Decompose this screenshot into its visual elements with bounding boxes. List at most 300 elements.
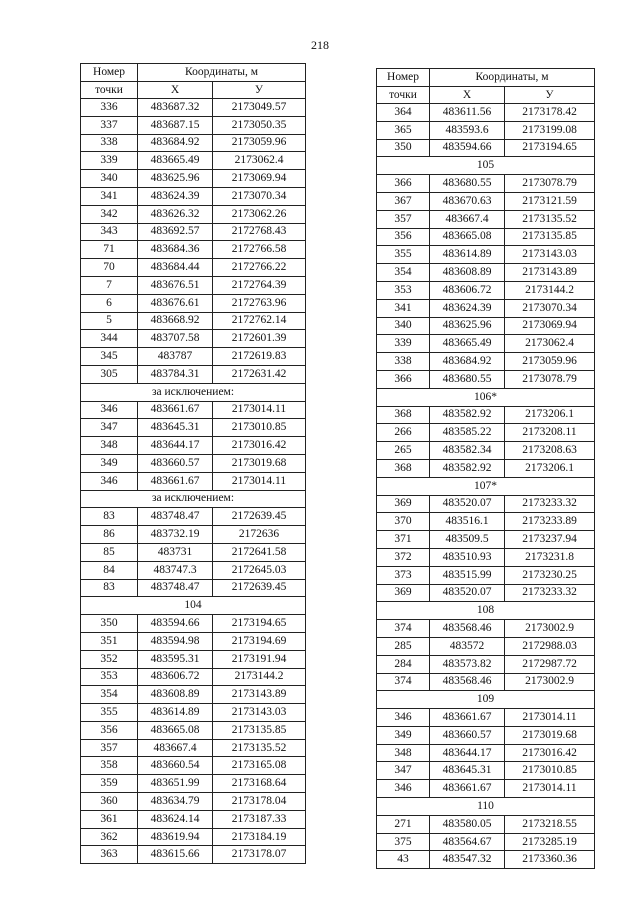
table-row <box>377 406 595 424</box>
coord-x: 483520.07 <box>430 495 505 513</box>
point-number: 357 <box>81 739 138 757</box>
point-number: 368 <box>377 406 430 424</box>
coord-y: 2173078.79 <box>505 370 595 388</box>
coord-y: 2173230.25 <box>505 566 595 584</box>
table-row <box>377 139 595 157</box>
header-point-number: Номер <box>81 64 138 82</box>
section-row <box>377 157 595 175</box>
coord-x: 483624.39 <box>138 187 213 205</box>
section-label: 108 <box>377 602 595 620</box>
coord-x: 483582.92 <box>430 459 505 477</box>
table-row <box>81 170 306 188</box>
table-row <box>377 228 595 246</box>
point-number: 361 <box>81 810 138 828</box>
table-row <box>377 851 595 869</box>
point-number: 351 <box>81 632 138 650</box>
coord-y: 2173002.9 <box>505 673 595 691</box>
coord-x: 483606.72 <box>138 668 213 686</box>
point-number: 336 <box>81 99 138 117</box>
table-row <box>377 495 595 513</box>
coord-x: 483707.58 <box>138 330 213 348</box>
coord-y: 2173178.42 <box>505 104 595 122</box>
point-number: 265 <box>377 442 430 460</box>
coord-x: 483661.67 <box>138 472 213 490</box>
coord-y: 2173143.89 <box>505 264 595 282</box>
table-row <box>81 668 306 686</box>
coord-y: 2173208.11 <box>505 424 595 442</box>
header-point-number: Номер <box>377 69 430 87</box>
coord-x: 483595.31 <box>138 650 213 668</box>
coord-x: 483670.63 <box>430 192 505 210</box>
table-row <box>377 566 595 584</box>
coord-y: 2173237.94 <box>505 531 595 549</box>
coord-y: 2173135.52 <box>213 739 306 757</box>
point-number: 355 <box>81 704 138 722</box>
coord-y: 2173135.85 <box>505 228 595 246</box>
coord-x: 483582.34 <box>430 442 505 460</box>
table-row <box>81 721 306 739</box>
table-row <box>377 370 595 388</box>
coord-x: 483564.67 <box>430 833 505 851</box>
coord-x: 483615.66 <box>138 846 213 864</box>
point-number: 356 <box>81 721 138 739</box>
coord-x: 483626.32 <box>138 205 213 223</box>
table-row <box>377 531 595 549</box>
coord-y: 2173059.96 <box>213 134 306 152</box>
point-number: 360 <box>81 793 138 811</box>
table-row <box>81 294 306 312</box>
table-row <box>81 330 306 348</box>
table-row <box>377 104 595 122</box>
coord-x: 483625.96 <box>138 170 213 188</box>
table-row <box>81 401 306 419</box>
coord-x: 483787 <box>138 348 213 366</box>
coord-x: 483732.19 <box>138 526 213 544</box>
table-row <box>377 726 595 744</box>
point-number: 346 <box>377 780 430 798</box>
coord-x: 483644.17 <box>138 437 213 455</box>
coord-y: 2173069.94 <box>505 317 595 335</box>
table-row <box>377 673 595 691</box>
coord-y: 2173049.57 <box>213 99 306 117</box>
coord-y: 2172988.03 <box>505 637 595 655</box>
point-number: 346 <box>81 472 138 490</box>
coord-y: 2173014.11 <box>505 780 595 798</box>
coord-y: 2173360.36 <box>505 851 595 869</box>
point-number: 5 <box>81 312 138 330</box>
coord-y: 2172639.45 <box>213 508 306 526</box>
table-row <box>377 709 595 727</box>
coord-x: 483684.36 <box>138 241 213 259</box>
coord-x: 483692.57 <box>138 223 213 241</box>
coord-y: 2172764.39 <box>213 276 306 294</box>
coord-x: 483644.17 <box>430 744 505 762</box>
coord-x: 483515.99 <box>430 566 505 584</box>
header-x: Х <box>138 82 213 99</box>
coord-x: 483661.67 <box>430 780 505 798</box>
header-point-label: точки <box>81 82 138 99</box>
coord-x: 483667.4 <box>430 210 505 228</box>
table-row <box>81 739 306 757</box>
point-number: 83 <box>81 508 138 526</box>
table-row <box>81 116 306 134</box>
header-x: Х <box>430 87 505 104</box>
coord-y: 2173206.1 <box>505 459 595 477</box>
section-label: за исключением: <box>81 383 306 401</box>
table-row <box>377 459 595 477</box>
coord-y: 2173231.8 <box>505 548 595 566</box>
point-number: 347 <box>377 762 430 780</box>
table-row <box>81 543 306 561</box>
section-row <box>377 602 595 620</box>
point-number: 370 <box>377 513 430 531</box>
coord-x: 483676.51 <box>138 276 213 294</box>
coord-x: 483645.31 <box>138 419 213 437</box>
table-row <box>81 187 306 205</box>
table-row <box>81 508 306 526</box>
point-number: 86 <box>81 526 138 544</box>
coord-x: 483676.61 <box>138 294 213 312</box>
table-row <box>81 205 306 223</box>
header-point-label: точки <box>377 87 430 104</box>
header-coordinates: Координаты, м <box>430 69 595 87</box>
coord-y: 2173233.32 <box>505 584 595 602</box>
coord-x: 483665.49 <box>138 152 213 170</box>
coord-y: 2173178.04 <box>213 793 306 811</box>
section-label: 105 <box>377 157 595 175</box>
point-number: 285 <box>377 637 430 655</box>
point-number: 358 <box>81 757 138 775</box>
coord-y: 2173191.94 <box>213 650 306 668</box>
section-label: за исключением: <box>81 490 306 508</box>
coord-y: 2173208.63 <box>505 442 595 460</box>
point-number: 368 <box>377 459 430 477</box>
coord-y: 2173143.03 <box>213 704 306 722</box>
table-row <box>377 762 595 780</box>
coord-x: 483651.99 <box>138 775 213 793</box>
coord-x: 483594.66 <box>138 615 213 633</box>
table-row <box>81 365 306 383</box>
coord-x: 483667.4 <box>138 739 213 757</box>
point-number: 369 <box>377 495 430 513</box>
point-number: 352 <box>81 650 138 668</box>
table-row <box>377 192 595 210</box>
table-row <box>377 833 595 851</box>
coord-x: 483748.47 <box>138 508 213 526</box>
coord-y: 2172619.83 <box>213 348 306 366</box>
coord-y: 2173010.85 <box>505 762 595 780</box>
coord-y: 2173184.19 <box>213 828 306 846</box>
coord-x: 483665.49 <box>430 335 505 353</box>
table-row <box>81 348 306 366</box>
coord-y: 2173285.19 <box>505 833 595 851</box>
coord-x: 483645.31 <box>430 762 505 780</box>
coord-x: 483614.89 <box>430 246 505 264</box>
point-number: 353 <box>81 668 138 686</box>
point-number: 365 <box>377 121 430 139</box>
table-row <box>81 632 306 650</box>
point-number: 305 <box>81 365 138 383</box>
coord-y: 2173062.4 <box>505 335 595 353</box>
coord-x: 483580.05 <box>430 815 505 833</box>
point-number: 7 <box>81 276 138 294</box>
point-number: 348 <box>81 437 138 455</box>
coord-y: 2173144.2 <box>505 281 595 299</box>
coord-y: 2173144.2 <box>213 668 306 686</box>
table-row <box>377 335 595 353</box>
coord-x: 483684.92 <box>430 353 505 371</box>
table-row <box>377 175 595 193</box>
coord-x: 483594.66 <box>430 139 505 157</box>
table-row <box>81 686 306 704</box>
table-row <box>81 579 306 597</box>
table-row <box>377 442 595 460</box>
coord-y: 2173014.11 <box>213 472 306 490</box>
point-number: 346 <box>377 709 430 727</box>
point-number: 338 <box>377 353 430 371</box>
coord-y: 2173069.94 <box>213 170 306 188</box>
coord-x: 483582.92 <box>430 406 505 424</box>
table-row <box>377 317 595 335</box>
table-row <box>81 419 306 437</box>
coord-x: 483747.3 <box>138 561 213 579</box>
point-number: 6 <box>81 294 138 312</box>
table-row <box>81 704 306 722</box>
point-number: 349 <box>377 726 430 744</box>
page-number: 218 <box>311 38 329 52</box>
point-number: 271 <box>377 815 430 833</box>
coord-y: 2173194.69 <box>213 632 306 650</box>
table-row <box>81 828 306 846</box>
point-number: 350 <box>81 615 138 633</box>
header-y: У <box>213 82 306 99</box>
table-row <box>81 810 306 828</box>
coord-y: 2173168.64 <box>213 775 306 793</box>
point-number: 340 <box>81 170 138 188</box>
point-number: 372 <box>377 548 430 566</box>
point-number: 266 <box>377 424 430 442</box>
point-number: 85 <box>81 543 138 561</box>
point-number: 362 <box>81 828 138 846</box>
point-number: 373 <box>377 566 430 584</box>
coord-y: 2173062.4 <box>213 152 306 170</box>
coord-y: 2173070.34 <box>505 299 595 317</box>
coord-x: 483680.55 <box>430 175 505 193</box>
coord-y: 2172766.22 <box>213 259 306 277</box>
point-number: 350 <box>377 139 430 157</box>
table-row <box>377 655 595 673</box>
table-row <box>81 276 306 294</box>
coord-x: 483568.46 <box>430 673 505 691</box>
coord-x: 483614.89 <box>138 704 213 722</box>
coord-y: 2173233.32 <box>505 495 595 513</box>
point-number: 70 <box>81 259 138 277</box>
table-row <box>377 620 595 638</box>
table-row <box>377 281 595 299</box>
table-row <box>377 584 595 602</box>
coord-x: 483687.15 <box>138 116 213 134</box>
coord-y: 2173199.08 <box>505 121 595 139</box>
coord-y: 2172645.03 <box>213 561 306 579</box>
coord-y: 2173019.68 <box>213 454 306 472</box>
table-row <box>81 259 306 277</box>
point-number: 345 <box>81 348 138 366</box>
point-number: 340 <box>377 317 430 335</box>
point-number: 374 <box>377 673 430 691</box>
coord-y: 2173050.35 <box>213 116 306 134</box>
coord-y: 2173194.65 <box>213 615 306 633</box>
point-number: 347 <box>81 419 138 437</box>
point-number: 348 <box>377 744 430 762</box>
coord-x: 483594.98 <box>138 632 213 650</box>
coord-x: 483510.93 <box>430 548 505 566</box>
table-row <box>377 744 595 762</box>
coord-y: 2173187.33 <box>213 810 306 828</box>
table-row <box>377 513 595 531</box>
coord-y: 2173002.9 <box>505 620 595 638</box>
coord-x: 483668.92 <box>138 312 213 330</box>
coord-y: 2173014.11 <box>505 709 595 727</box>
coord-y: 2173014.11 <box>213 401 306 419</box>
coord-x: 483625.96 <box>430 317 505 335</box>
point-number: 357 <box>377 210 430 228</box>
coord-y: 2172601.39 <box>213 330 306 348</box>
table-row <box>81 241 306 259</box>
point-number: 339 <box>377 335 430 353</box>
table-row <box>81 561 306 579</box>
section-row <box>377 798 595 816</box>
table-row <box>377 246 595 264</box>
point-number: 71 <box>81 241 138 259</box>
coord-x: 483665.08 <box>138 721 213 739</box>
table-row <box>81 775 306 793</box>
point-number: 338 <box>81 134 138 152</box>
coord-x: 483547.32 <box>430 851 505 869</box>
coord-y: 2172768.43 <box>213 223 306 241</box>
coord-x: 483784.31 <box>138 365 213 383</box>
coord-y: 2173194.65 <box>505 139 595 157</box>
point-number: 369 <box>377 584 430 602</box>
section-row <box>377 388 595 406</box>
table-row <box>81 757 306 775</box>
coord-x: 483624.39 <box>430 299 505 317</box>
point-number: 354 <box>81 686 138 704</box>
coord-y: 2173059.96 <box>505 353 595 371</box>
coord-y: 2173135.52 <box>505 210 595 228</box>
coord-y: 2173143.03 <box>505 246 595 264</box>
coord-y: 2173143.89 <box>213 686 306 704</box>
section-label: 107* <box>377 477 595 495</box>
coord-x: 483509.5 <box>430 531 505 549</box>
point-number: 374 <box>377 620 430 638</box>
coord-x: 483684.44 <box>138 259 213 277</box>
coord-x: 483585.22 <box>430 424 505 442</box>
point-number: 359 <box>81 775 138 793</box>
table-row <box>81 846 306 864</box>
point-number: 355 <box>377 246 430 264</box>
coord-x: 483572 <box>430 637 505 655</box>
coord-x: 483660.54 <box>138 757 213 775</box>
coord-x: 483573.82 <box>430 655 505 673</box>
section-row <box>377 477 595 495</box>
point-number: 43 <box>377 851 430 869</box>
coord-x: 483608.89 <box>430 264 505 282</box>
coord-y: 2173206.1 <box>505 406 595 424</box>
table-row <box>81 99 306 117</box>
table-row <box>81 437 306 455</box>
table-row <box>81 152 306 170</box>
coord-x: 483516.1 <box>430 513 505 531</box>
table-row <box>81 793 306 811</box>
point-number: 367 <box>377 192 430 210</box>
point-number: 356 <box>377 228 430 246</box>
table-row <box>377 121 595 139</box>
point-number: 341 <box>81 187 138 205</box>
point-number: 353 <box>377 281 430 299</box>
table-row <box>81 615 306 633</box>
point-number: 83 <box>81 579 138 597</box>
point-number: 375 <box>377 833 430 851</box>
section-row <box>81 490 306 508</box>
coordinates-table-left <box>80 63 306 864</box>
coord-y: 2172766.58 <box>213 241 306 259</box>
section-label: 104 <box>81 597 306 615</box>
table-row <box>377 210 595 228</box>
point-number: 349 <box>81 454 138 472</box>
coord-y: 2173233.89 <box>505 513 595 531</box>
coord-y: 2173178.07 <box>213 846 306 864</box>
point-number: 284 <box>377 655 430 673</box>
table-row <box>377 637 595 655</box>
coord-x: 483608.89 <box>138 686 213 704</box>
coord-y: 2172762.14 <box>213 312 306 330</box>
coord-y: 2173078.79 <box>505 175 595 193</box>
coord-y: 2173016.42 <box>505 744 595 762</box>
coord-y: 2172639.45 <box>213 579 306 597</box>
coord-y: 2173070.34 <box>213 187 306 205</box>
coord-x: 483611.56 <box>430 104 505 122</box>
header-coordinates: Координаты, м <box>138 64 306 82</box>
section-label: 110 <box>377 798 595 816</box>
coord-y: 2173010.85 <box>213 419 306 437</box>
point-number: 371 <box>377 531 430 549</box>
coord-x: 483520.07 <box>430 584 505 602</box>
point-number: 366 <box>377 175 430 193</box>
coord-x: 483661.67 <box>138 401 213 419</box>
point-number: 364 <box>377 104 430 122</box>
point-number: 344 <box>81 330 138 348</box>
table-row <box>81 312 306 330</box>
table-row <box>377 815 595 833</box>
table-row <box>81 472 306 490</box>
table-row <box>81 134 306 152</box>
coord-y: 2172987.72 <box>505 655 595 673</box>
section-row <box>377 691 595 709</box>
table-row <box>377 264 595 282</box>
coord-x: 483661.67 <box>430 709 505 727</box>
table-row <box>377 424 595 442</box>
coord-y: 2173135.85 <box>213 721 306 739</box>
header-y: У <box>505 87 595 104</box>
section-row <box>81 597 306 615</box>
table-row <box>81 223 306 241</box>
coord-x: 483687.32 <box>138 99 213 117</box>
point-number: 346 <box>81 401 138 419</box>
coord-y: 2172763.96 <box>213 294 306 312</box>
coord-x: 483748.47 <box>138 579 213 597</box>
point-number: 339 <box>81 152 138 170</box>
coord-x: 483593.6 <box>430 121 505 139</box>
